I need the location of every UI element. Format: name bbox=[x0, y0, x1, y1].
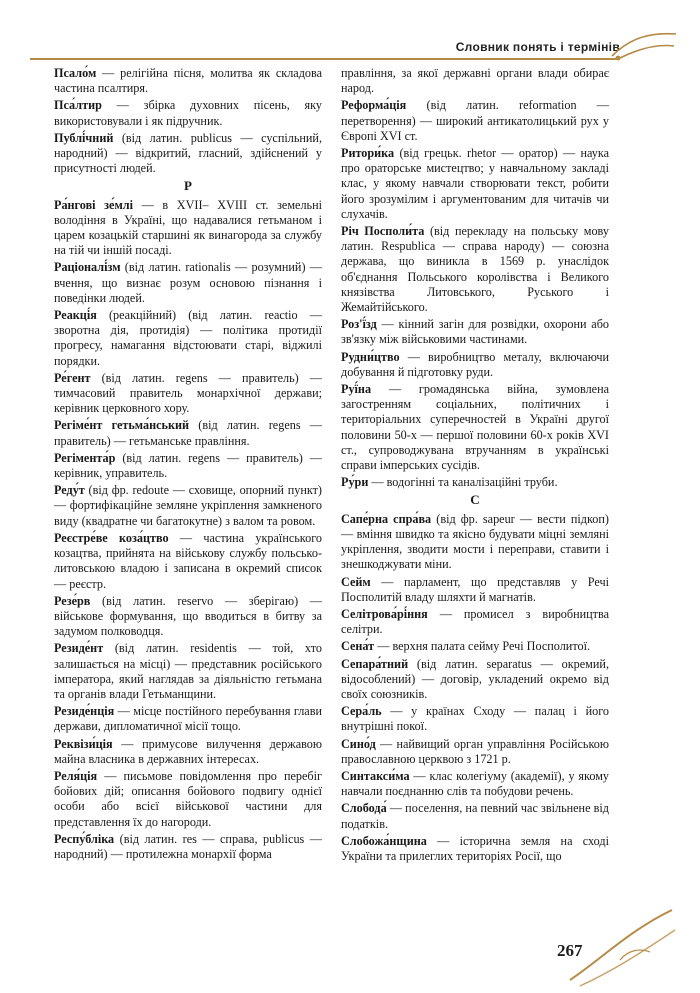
glossary-term: Слобода́ bbox=[341, 801, 387, 816]
glossary-definition: — кінний загін для розвідки, охорони або зв'язку між військовими частинами. bbox=[341, 317, 609, 347]
glossary-entry bbox=[54, 451, 322, 481]
glossary-entry bbox=[341, 317, 609, 347]
glossary-definition: — примусове вилучення державою майна власника в державних інтересах. bbox=[54, 736, 322, 766]
glossary-term: Сена́т bbox=[341, 639, 375, 654]
glossary-definition: — у країнах Сходу — палац і його внутрішні покої. bbox=[341, 704, 609, 734]
glossary-definition: (від перекладу на польську мову латин. Respublica — справа народу) — союзна держава, що виникла в 1569 р. унаслідок об'єднання Польського королівства і Великого князівства Литовського, Руського і Жемайтійського. bbox=[341, 224, 609, 315]
header-rule bbox=[30, 58, 620, 60]
glossary-definition: (від латин. regens — правитель) — гетьманське правління. bbox=[54, 418, 322, 448]
left-column bbox=[54, 66, 322, 864]
glossary-term: Ритори́ка bbox=[341, 146, 395, 161]
glossary-entry bbox=[341, 575, 609, 605]
glossary-definition: (від грецьк. rhetor — оратор) — наука про ораторське мистецтво; у навчальному закладі клас, у якому навчали створювати текст, робити його зрозумілим і аргументованим для читачів чи слухачів. bbox=[341, 146, 609, 221]
glossary-entry bbox=[341, 350, 609, 380]
letter-heading: С bbox=[470, 492, 480, 508]
page-number: 267 bbox=[557, 941, 583, 960]
glossary-definition: — історична земля на сході України та прилеглих територіях Росії, що bbox=[341, 833, 609, 863]
glossary-term: Резе́рв bbox=[54, 593, 91, 608]
glossary-definition: — поселення, на певний час звільнене від податків. bbox=[341, 801, 609, 831]
glossary-entry bbox=[341, 657, 609, 703]
header-flourish-ornament bbox=[610, 28, 680, 68]
letter-heading: Р bbox=[184, 178, 192, 194]
glossary-entry bbox=[341, 639, 609, 654]
glossary-entry bbox=[54, 641, 322, 702]
glossary-definition: — виробництво металу, включаючи добування й підготовку руди. bbox=[341, 349, 609, 379]
glossary-term: Сино́д bbox=[341, 736, 376, 751]
glossary-definition: (реакційний) (від латин. reactio — зворотна дія, протидія) — політика протидії прогресу, намагання відстоювати старі, віджилі порядки. bbox=[54, 308, 322, 368]
glossary-definition: (від латин. reservo — зберігаю) — військове формування, що вводиться в битву за задумом полководця. bbox=[54, 593, 322, 639]
glossary-term: Реакці́я bbox=[54, 308, 97, 323]
glossary-entry bbox=[54, 198, 322, 259]
glossary-definition: (від латин. regens — правитель) — керівник, управитель. bbox=[54, 450, 322, 481]
glossary-term: Псало́м bbox=[54, 66, 97, 80]
glossary-entry bbox=[341, 382, 609, 473]
glossary-entry bbox=[54, 371, 322, 417]
glossary-entry bbox=[341, 224, 609, 315]
glossary-entry bbox=[54, 418, 322, 448]
glossary-definition: — водогінні та каналізаційні труби. bbox=[368, 475, 558, 490]
glossary-term: Реквізи́ція bbox=[54, 736, 113, 751]
glossary-definition: (від латин. residentis — той, хто залишається на місці) — представник російського імператора, який наглядав за діяльністю гетьмана та органів влади Гетьманщини. bbox=[54, 641, 322, 701]
glossary-definition: — найвищий орган управління Російською православною церквою з 1721 р. bbox=[341, 736, 609, 766]
glossary-definition: — релігійна пісня, молитва як складова частина псалтиря. bbox=[54, 66, 322, 96]
glossary-entry bbox=[341, 737, 609, 767]
glossary-term: Раціоналі́зм bbox=[54, 260, 121, 275]
glossary-entry bbox=[54, 737, 322, 767]
glossary-term: Реля́ція bbox=[54, 768, 98, 783]
glossary-entry bbox=[341, 475, 609, 490]
glossary-definition: — громадянська війна, зумовлена загостренням соціальних, політичних і територіальних суперечностей в Україні другої половини 50-х — першої половини 60-х років XVI ст., супроводжувана втручанням в українські справи імперських сусідів. bbox=[341, 382, 609, 473]
glossary-term: Ра́нгові зе́млі bbox=[54, 197, 133, 212]
glossary-term: Селітрова́рі́ння bbox=[341, 606, 428, 621]
glossary-term: Регіме́нт гетьма́нський bbox=[54, 418, 190, 433]
glossary-term: Публі́чний bbox=[54, 130, 114, 145]
glossary-term: Синтакси́ма bbox=[341, 768, 410, 783]
glossary-definition: (від фр. redoute — сховище, опорний пункт) — фортифікаційне земляне укріплення замкненого виду (квадратне чи багатокутне) з валом та ровом. bbox=[54, 483, 322, 528]
glossary-term: Реєстре́ве коза́цтво bbox=[54, 530, 169, 545]
glossary-entry bbox=[341, 704, 609, 734]
glossary-term: Ре́гент bbox=[54, 370, 91, 385]
glossary-entry bbox=[54, 531, 322, 592]
glossary-term: Руї́на bbox=[341, 382, 372, 397]
glossary-entry bbox=[54, 483, 322, 529]
glossary-entry bbox=[54, 832, 322, 862]
glossary-entry bbox=[54, 98, 322, 128]
glossary-definition: (від латин. reformation — перетворення) — широкий антикатолицький рух у Європі XVI ст. bbox=[341, 98, 609, 143]
glossary-definition: — промисел з виробництва селітри. bbox=[341, 606, 609, 637]
glossary-entry bbox=[341, 607, 609, 637]
glossary-definition: — парламент, що представляв у Речі Посполитій владу шляхти й магнатів. bbox=[341, 574, 609, 604]
glossary-entry bbox=[54, 769, 322, 830]
glossary-entry bbox=[341, 834, 609, 864]
glossary-term: Слобожа́нщина bbox=[341, 833, 427, 848]
glossary-term: Резиде́нт bbox=[54, 641, 104, 656]
glossary-definition: правління, за якої державні органи влади обирає народ. bbox=[341, 66, 609, 96]
glossary-definition: — частина українського козацтва, прийнята на військову службу польсько-литовською владою і записана в окремий список — реєстр. bbox=[54, 530, 322, 591]
glossary-entry bbox=[341, 98, 609, 144]
glossary-term: Реформа́ція bbox=[341, 98, 407, 113]
glossary-entry bbox=[54, 704, 322, 734]
glossary-definition: (від фр. sapeur — вести підкоп) — вміння швидко та якісно будувати міцні земляні укріплення, зводити мости і переправи, ставити і знешкоджувати міни. bbox=[341, 511, 609, 572]
glossary-definition: (від латин. publicus — суспільний, народний) — відкритий, гласний, здійснений у присутності людей. bbox=[54, 130, 322, 176]
glossary-definition: — місце постійного перебування глави держави, дипломатичної місії тощо. bbox=[54, 704, 322, 734]
glossary-entry bbox=[54, 260, 322, 306]
glossary-entry bbox=[54, 131, 322, 177]
glossary-term: Рудни́цтво bbox=[341, 349, 400, 364]
glossary-entry bbox=[341, 512, 609, 573]
glossary-term: Пса́лтир bbox=[54, 98, 102, 113]
glossary-term: Ру́ри bbox=[341, 475, 369, 490]
glossary-definition: — збірка духовних пісень, яку використовували і як підручник. bbox=[54, 98, 322, 128]
glossary-term: Респу́бліка bbox=[54, 831, 115, 846]
glossary-entry bbox=[54, 594, 322, 640]
glossary-entry bbox=[54, 66, 322, 96]
glossary-definition: — клас колегіуму (академії), у якому навчали поєднанню слів та побудови речень. bbox=[341, 768, 609, 799]
right-column bbox=[341, 66, 609, 866]
glossary-term: Сепара́тний bbox=[341, 656, 409, 671]
glossary-entry bbox=[341, 66, 609, 96]
glossary-term: Сапе́рна спра́ва bbox=[341, 511, 432, 526]
glossary-definition: — письмове повідомлення про перебіг бойових дій; описання бойового подвигу однієї особи або всієї військової частини для представлення їх до нагороди. bbox=[54, 768, 322, 829]
glossary-definition: — в XVII– XVIII ст. земельні володіння в Україні, що надавалися гетьманом і царем козацькій старшині як винагорода за службу на тій чи іншій посаді. bbox=[54, 197, 322, 258]
glossary-definition: (від латин. rationalis — розумний) — вчення, що визнає розум основою пізнання і поведінки людей. bbox=[54, 260, 322, 305]
glossary-term: Сейм bbox=[341, 574, 371, 589]
glossary-definition: (від латин. separatus — окремий, відособлений) — договір, укладений окремо від своїх союзників. bbox=[341, 656, 609, 701]
glossary-entry bbox=[341, 146, 609, 222]
glossary-term: Реду́т bbox=[54, 483, 85, 498]
glossary-definition: — верхня палата сейму Речі Посполитої. bbox=[374, 639, 591, 654]
glossary-entry bbox=[341, 801, 609, 831]
glossary-definition: (від латин. res — справа, publicus — народний) — протилежна монархії форма bbox=[54, 831, 322, 861]
page-header-title: Словник понять і термінів bbox=[455, 40, 620, 54]
glossary-term: Роз'ї́зд bbox=[341, 317, 377, 332]
glossary-term: Річ Посполи́та bbox=[341, 224, 425, 239]
glossary-term: Регімента́р bbox=[54, 450, 116, 465]
glossary-definition: (від латин. regens — правитель) — тимчасовий правитель монархічної держави; керівник церковного хору. bbox=[54, 370, 322, 416]
glossary-entry bbox=[341, 769, 609, 799]
glossary-entry bbox=[54, 308, 322, 369]
glossary-term: Сера́ль bbox=[341, 704, 382, 719]
glossary-term: Резиде́нція bbox=[54, 704, 115, 719]
